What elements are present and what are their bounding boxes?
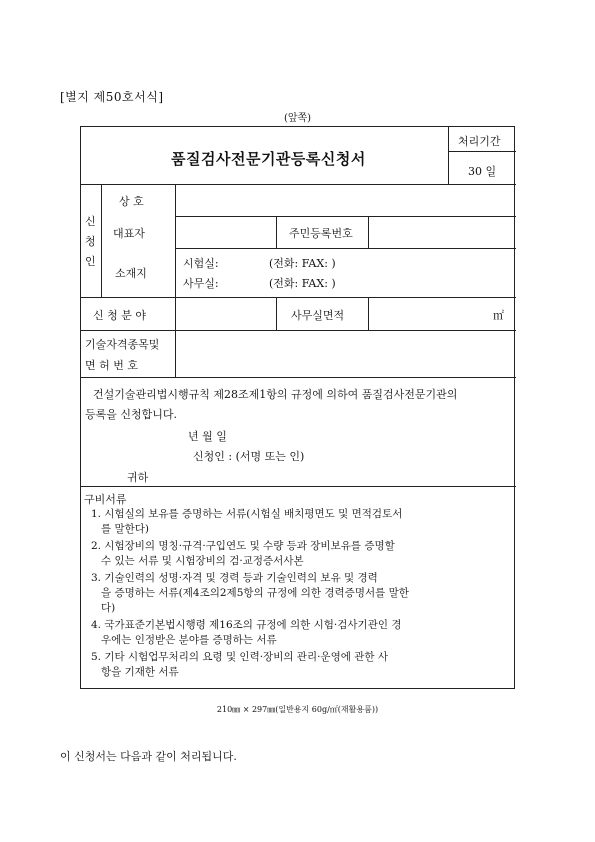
document-item-line: 5. 기타 시험업무처리의 요령 및 인력·장비의 관리·운영에 관한 사 (91, 651, 388, 663)
form-title: 품질검사전문기관등록신청서 (171, 150, 366, 168)
addressee: 귀하 (127, 471, 149, 484)
document-item-line: 2. 시험장비의 명칭·규격·구입연도 및 수량 등과 장비보유를 증명할 (91, 540, 395, 552)
document-item-line: 을 증명하는 서류(제4조의2제5항의 규정에 의한 경력증명서를 말한 (101, 587, 409, 599)
document-item-line: 1. 시험실의 보유를 증명하는 서류(시험실 배치평면도 및 면적검토서 (91, 508, 403, 520)
representative-label: 대표자 (113, 227, 145, 240)
application-date: 년 월 일 (188, 430, 227, 443)
application-field-label: 신 청 분 야 (93, 309, 146, 322)
document-item (91, 539, 511, 569)
front-side-label: (앞쪽) (283, 113, 312, 124)
office-contact: (전화: FAX: ) (269, 277, 336, 290)
paper-spec: 210㎜ × 297㎜(일반용지 60g/㎡(재활용품)) (216, 705, 379, 714)
document-item-line: 4. 국가표준기본법시행령 제16조의 규정에 의한 시험·검사기관인 경 (91, 619, 402, 631)
form-number: [별지 제50호서식] (60, 90, 164, 104)
processing-period-value: 30 일 (468, 165, 497, 178)
trade-name-label: 상 호 (119, 195, 144, 208)
license-label-line1: 기술자격종목및 (85, 338, 160, 351)
document-item-line: 항을 기재한 서류 (101, 666, 179, 678)
processing-period-label: 처리기간 (458, 135, 501, 148)
processing-note: 이 신청서는 다음과 같이 처리됩니다. (60, 750, 237, 763)
applicant-char: 인 (85, 255, 96, 268)
application-form (80, 126, 515, 689)
address-label: 소재지 (115, 267, 147, 280)
lab-label: 시험실: (183, 257, 219, 270)
area-unit: ㎡ (493, 309, 504, 322)
statement-line2: 등록을 신청합니다. (85, 408, 178, 421)
applicant-char: 신 (85, 215, 96, 228)
document-item (91, 507, 511, 537)
applicant-signature: 신청인 : (서명 또는 인) (193, 450, 305, 463)
document-item-line: 수 있는 서류 및 시험장비의 검·교정증서사본 (101, 555, 304, 567)
applicant-char: 청 (85, 235, 96, 248)
document-item-line: 다) (101, 602, 116, 614)
documents-list (91, 507, 511, 680)
document-item-line: 3. 기술인력의 성명·자격 및 경력 등과 기술인력의 보유 및 경력 (91, 572, 378, 584)
document-item-line: 우에는 인정받은 분야를 증명하는 서류 (101, 634, 277, 646)
documents-heading: 구비서류 (84, 493, 127, 506)
office-area-label: 사무실면적 (291, 309, 345, 322)
resident-number-label: 주민등록번호 (289, 227, 353, 240)
license-label-line2: 면 허 번 호 (85, 359, 138, 372)
office-label: 사무실: (183, 277, 219, 290)
statement-line1: 건설기술관리법시행규칙 제28조제1항의 규정에 의하여 품질검사전문기관의 (93, 388, 458, 401)
lab-contact: (전화: FAX: ) (269, 257, 336, 270)
document-item (91, 571, 511, 616)
document-item-line: 를 말한다) (101, 523, 150, 535)
document-item (91, 618, 511, 648)
document-item (91, 650, 511, 680)
